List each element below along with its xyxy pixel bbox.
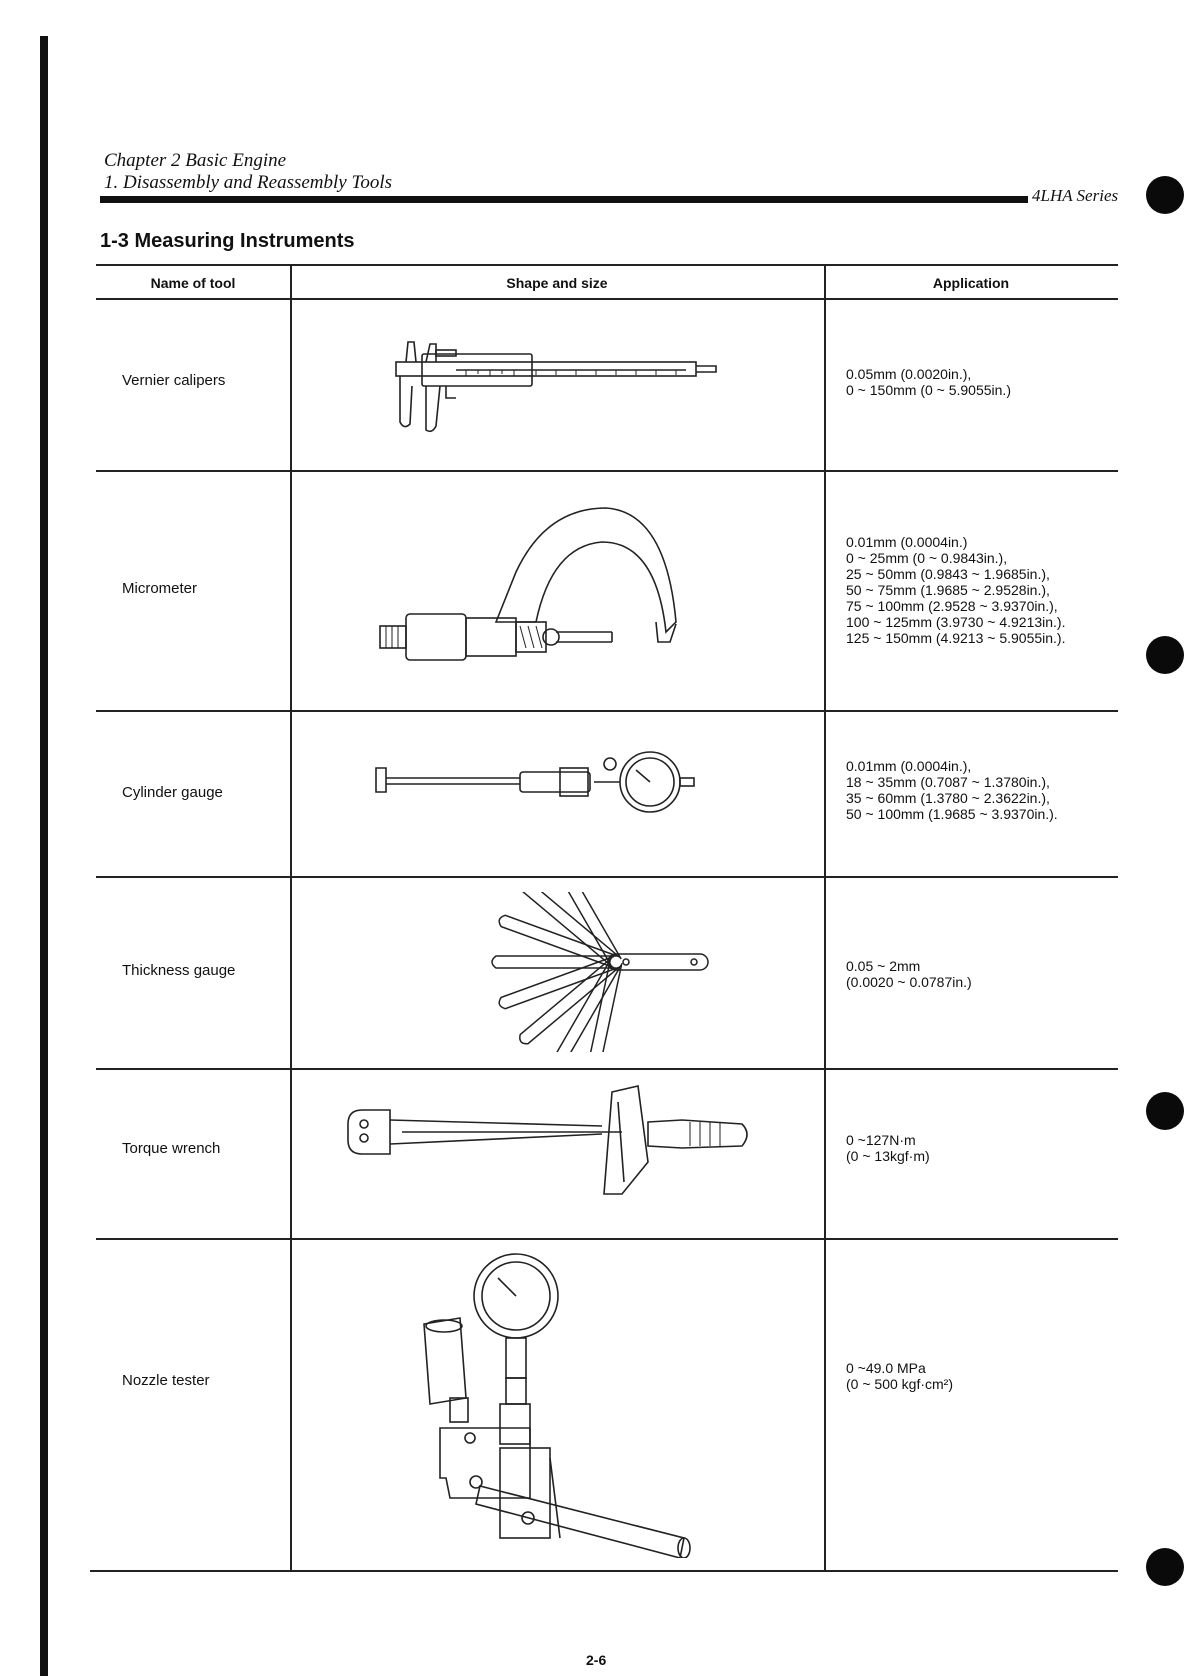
header-rule [100,196,1028,203]
column-header-application: Application [932,275,1010,291]
punch-hole [1146,176,1184,214]
table-rule [90,1570,1118,1572]
table-rule [824,264,826,1572]
tool-application-thickness-gauge: 0.05 ~ 2mm (0.0020 ~ 0.0787in.) [846,958,972,990]
page-title: 1-3 Measuring Instruments [100,230,355,252]
tool-name-thickness-gauge: Thickness gauge [122,962,236,979]
table-rule [96,710,1118,712]
punch-hole [1146,636,1184,674]
tool-application-micrometer: 0.01mm (0.0004in.) 0 ~ 25mm (0 ~ 0.9843in.), 25 ~ 50mm (0.9843 ~ 1.9685in.), 50 ~ 75mm (1.9685 ~ 2.9528in.), 75 ~ 100mm (2.9528 ~ 3.9370in.), 100 ~ 125mm (3.9730 ~ 4.9213in.). 125 ~ 150mm (4.9213 ~ 5.9055in.). [846,534,1066,646]
measuring-instruments-table [96,264,1118,1572]
table-rule [96,470,1118,472]
binding-edge [40,36,48,1676]
tool-application-nozzle-tester: 0 ~49.0 MPa (0 ~ 500 kgf·cm²) [846,1360,953,1392]
tool-application-cylinder-gauge: 0.01mm (0.0004in.), 18 ~ 35mm (0.7087 ~ 1.3780in.), 35 ~ 60mm (1.3780 ~ 2.3622in.), 50 ~ 100mm (1.9685 ~ 3.9370in.). [846,758,1058,822]
section-heading: 1. Disassembly and Reassembly Tools [104,172,392,193]
table-rule [290,264,292,1572]
punch-hole [1146,1548,1184,1586]
tool-application-torque-wrench: 0 ~127N·m (0 ~ 13kgf·m) [846,1132,930,1164]
tool-name-micrometer: Micrometer [122,580,198,597]
tool-name-vernier-calipers: Vernier calipers [122,372,226,389]
table-rule [96,1238,1118,1240]
chapter-heading: Chapter 2 Basic Engine [104,150,287,171]
nozzle-tester-icon [410,1248,710,1563]
table-rule [96,1068,1118,1070]
column-header-shape: Shape and size [506,275,608,291]
column-header-name: Name of tool [150,275,236,291]
tool-application-vernier-calipers: 0.05mm (0.0020in.), 0 ~ 150mm (0 ~ 5.9055in.) [846,366,1011,398]
tool-name-nozzle-tester: Nozzle tester [122,1372,210,1389]
table-rule [96,264,1118,266]
table-rule [96,298,1118,300]
series-label: 4LHA Series [1032,186,1119,205]
tool-name-torque-wrench: Torque wrench [122,1140,221,1157]
table-rule [96,876,1118,878]
punch-hole [1146,1092,1184,1130]
micrometer-icon [366,502,706,697]
tool-name-cylinder-gauge: Cylinder gauge [122,784,223,801]
page-number: 2-6 [586,1652,607,1668]
vernier-calipers-icon [386,340,726,441]
cylinder-gauge-icon [370,746,710,831]
thickness-gauge-icon [462,892,732,1057]
torque-wrench-icon [342,1082,762,1217]
